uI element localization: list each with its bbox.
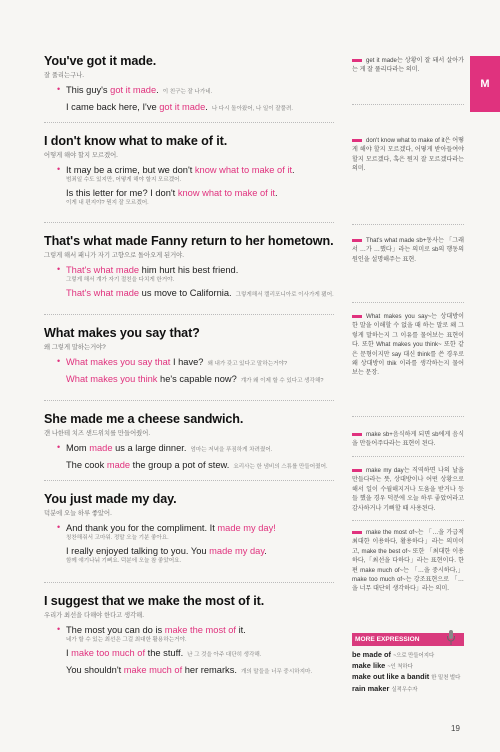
example-sentence [66,545,334,557]
example-item [66,287,334,301]
example-item [57,164,334,184]
example-item [66,459,334,473]
bullet-icon: • [57,164,61,174]
note-marker [352,315,362,318]
note-marker [352,59,362,62]
section-divider [44,582,334,583]
sentence-text: us move to California. [139,288,232,298]
more-expression-title: MORE EXPRESSION [355,636,420,643]
expression-entry [44,412,334,473]
side-note [352,236,464,264]
sentence-text: him hurt his best friend. [139,265,239,275]
note-text: get it made는 상황이 잘 돼서 살아가는 게 잘 풀리다라는 의미. [352,57,464,74]
expression-entry [44,326,334,387]
expression-title: I don't know what to make of it. [44,134,228,148]
example-item [66,545,334,565]
more-expression-item [352,684,464,695]
example-item [57,624,334,644]
example-translation: 이 친구는 잘 나가네. [162,89,213,95]
example-translation: 걔가 왜 이제 할 수 있다고 생각해? [240,378,324,384]
highlighted-phrase: know what to make of it [177,188,275,198]
note-text: That's what made sb+동사는 「그래서 …가 …했다」라는 의미로 sb의 행동의 원인을 설명해주는 표현. [352,237,464,263]
sentence-text: her remarks. [182,665,237,675]
highlighted-phrase: make the most of [164,625,237,635]
more-expression-en: be made of [352,650,392,659]
sentence-text: . [264,546,267,556]
expression-translation: 걘 나한테 치즈 샌드위치를 만들어줬어. [44,430,151,437]
example-sentence [66,442,334,456]
expression-translation: 덕분에 오늘 하루 좋았어. [44,510,112,517]
sentence-text: I came back here, I've [66,102,160,112]
note-marker [352,531,362,534]
example-item [66,664,334,678]
highlighted-phrase: made my day! [217,523,276,533]
expression-entry [44,594,334,678]
note-text: make the most of~는 「…을 가급적 최대한 이용하다, 활용하다」라는 의미이고, make the best of~ 또한 「최대한 이용하다,「최선을 다하다」라는 표현이다. 한편 make much of~는 「…을 중시하다,」 make too much of~는 강조표현으로 「…을 너무 대단히 생각하다」라는 의미. [352,529,464,593]
note-divider [352,302,464,303]
sentence-text: us a large dinner. [112,443,187,453]
expression-title: You've got it made. [44,54,157,68]
example-item [57,522,334,542]
sentence-text: The most you can do is [66,625,165,635]
side-note [352,56,464,75]
example-sentence [66,287,334,301]
example-translation: 나 다시 돌아왔어, 나 일이 잘풀려. [211,106,293,112]
note-text: don't know what to make of it은 어떻게 해야 할지 모르겠다, 어떻게 받아들여야 할지 모르겠다, 혹은 뭔지 잘 모르겠다라는 의미. [352,137,464,173]
section-divider [44,314,334,315]
sentence-text: the group a pot of stew. [130,460,230,470]
more-expression-item [352,661,464,672]
note-text: What makes you say~는 상대방이 한 말을 이해할 수 없을 때 하는 말로 왜 그렇게 말하는지 그 이유를 물어보는 표현이다. 또한 What makes you think~ 또한 같은 문형이지만 say 대신 think를 쓴 경우로 왜 상대방이 thik 이라를 생각하는지 물어보는 문장. [352,313,464,377]
more-expression-en: rain maker [352,683,390,693]
more-expression-item [352,672,464,683]
sentence-text: . [156,85,159,95]
more-expression-ko: 한 밑천 벌다 [431,675,461,682]
highlighted-phrase: That's what made [66,265,140,275]
expression-title: What makes you say that? [44,326,200,340]
page-number: 19 [451,724,460,733]
example-list [44,264,334,301]
expression-entry [44,54,334,115]
section-divider [44,122,334,123]
example-item [57,264,334,284]
example-sentence [66,522,334,534]
more-expression-en: make out like a bandit [352,672,430,682]
example-sentence [66,356,334,370]
highlighted-phrase: make too much of [71,648,146,658]
section-divider [44,400,334,401]
example-list [44,84,334,115]
side-note [352,466,464,513]
sentence-text: You shouldn't [66,665,124,675]
side-note [352,136,464,174]
expression-entry [44,234,334,301]
note-divider [352,104,464,105]
example-translation: 엄마는 저녁을 푸짐하게 차려줬어. [190,447,273,453]
example-sentence [66,164,334,176]
example-item [66,187,334,207]
example-translation: 난 그 것을 아주 대단히 생각해. [187,652,262,658]
example-sentence [66,187,334,199]
example-item [66,101,334,115]
section-divider [44,222,334,223]
example-list [44,442,334,473]
example-translation: 범죄일 수도 있지만, 어떻게 해야 할지 모르겠어. [66,177,182,183]
bullet-icon: • [57,624,61,634]
highlighted-phrase: got it made [159,102,206,112]
example-sentence [66,459,334,473]
sentence-text: This guy's [66,85,111,95]
note-marker [352,469,362,472]
more-expression-ko: ~으로 만들어지다 [393,653,435,659]
expression-translation: 잘 풀리는구나. [44,72,84,79]
expression-translation: 그렇게 해서 패니가 자기 고향으로 돌아오게 된거야. [44,252,184,259]
example-translation: 요리사는 한 냄비의 스튜를 만들어줬어. [233,464,328,470]
highlighted-phrase: make much of [123,665,183,675]
more-expression-item [352,650,464,661]
sentence-text: It may be a crime, but we don't [66,165,195,175]
note-divider [352,416,464,417]
note-text: make sb+음식하게 되면 sb에게 음식을 만들어주다라는 표현이 된다. [352,431,464,448]
bullet-icon: • [57,442,61,452]
side-note [352,312,464,378]
expression-entry [44,134,334,207]
example-sentence [66,84,334,98]
example-item [57,356,334,370]
example-sentence [66,647,334,661]
sentence-text: . [292,165,295,175]
section-divider [44,480,334,481]
example-translation: 왜 내가 갖고 있다고 말하는거야? [207,361,288,367]
bullet-icon: • [57,356,61,366]
highlighted-phrase: got it made [110,85,157,95]
more-expression-ko: ~인 척하다 [387,664,413,671]
section-tab: M [470,56,500,112]
note-text: make my day는 직역하면 나의 날을 만들다라는 뜻, 상대방이나 어떤 상황으로 해서 일이 수월해지거나 도움을 받거나 등들 했을 경우 덕분에 오늘 하루 좋았어라고 감사하거나 기뻐할 때 사용된다. [352,467,464,512]
sentence-text: I have? [170,357,204,367]
example-sentence [66,101,334,115]
example-translation: 칭찬해줘서 고마워. 정말 오늘 기분 좋아요. [66,535,169,541]
example-translation: 그렇게 해서 걔가 자기 절친을 다치게 한거야. [66,277,175,283]
example-list [44,624,334,678]
sentence-text: Mom [66,443,90,453]
highlighted-phrase: made [89,443,113,453]
bullet-icon: • [57,522,61,532]
example-item [66,373,334,387]
example-translation: 함께 얘기나눠 기뻐요. 덕분에 오늘 참 좋았어요. [66,558,182,564]
highlighted-phrase: What makes you say that [66,357,171,367]
example-translation: 네가 할 수 있는 최선은 그걸 최대한 활용하는거야. [66,637,187,643]
highlighted-phrase: made my day [209,546,265,556]
expression-translation: 어떻게 해야 할지 모르겠어. [44,152,118,159]
sentence-text: And thank you for the compliment. It [66,523,218,533]
sentence-text: it. [236,625,246,635]
highlighted-phrase: What makes you think [66,374,158,384]
example-item [57,84,334,98]
sentence-text: he's capable now? [157,374,237,384]
side-note [352,528,464,594]
expression-title: That's what made Fanny return to her hometown. [44,234,334,248]
example-list [44,356,334,387]
more-expression-en: make like [352,661,386,671]
note-divider [352,224,464,225]
note-divider [352,456,464,457]
example-sentence [66,664,334,678]
microphone-icon [446,630,456,646]
note-divider [352,520,464,521]
example-translation: 이게 내 편지야? 뭔지 잘 모르겠어. [66,200,149,206]
example-sentence [66,264,334,276]
bullet-icon: • [57,84,61,94]
bullet-icon: • [57,264,61,274]
highlighted-phrase: That's what made [66,288,140,298]
highlighted-phrase: made [106,460,131,470]
example-list [44,522,334,565]
expression-title: I suggest that we make the most of it. [44,594,265,608]
sentence-text: I [66,648,72,658]
example-list [44,164,334,207]
example-item [57,442,334,456]
example-translation: 그렇게해서 캘리포니아로 이사가게 됐어. [235,292,334,298]
example-sentence [66,624,334,636]
sentence-text: Is this letter for me? I don't [66,188,178,198]
example-sentence [66,373,334,387]
sentence-text: I really enjoyed talking to you. You [66,546,210,556]
more-expression-list [352,650,464,695]
sentence-text: The cook [66,460,107,470]
expression-translation: 왜 그렇게 말하는거야? [44,344,106,351]
sentence-text: . [205,102,208,112]
note-marker [352,433,362,436]
side-note [352,430,464,449]
sentence-text: . [275,188,278,198]
example-translation: 개의 말들을 너무 중시하지마. [240,669,312,675]
expression-title: She made me a cheese sandwich. [44,412,244,426]
highlighted-phrase: know what to make of it [194,165,293,175]
expression-entry [44,492,334,565]
example-item [66,647,334,661]
note-marker [352,239,362,242]
more-expression-ko: 실적우수자 [391,686,418,693]
note-marker [352,139,362,142]
sentence-text: the stuff. [145,648,184,658]
expression-title: You just made my day. [44,492,177,506]
expression-translation: 우리가 최선을 다해야 한다고 생각해. [44,612,144,619]
